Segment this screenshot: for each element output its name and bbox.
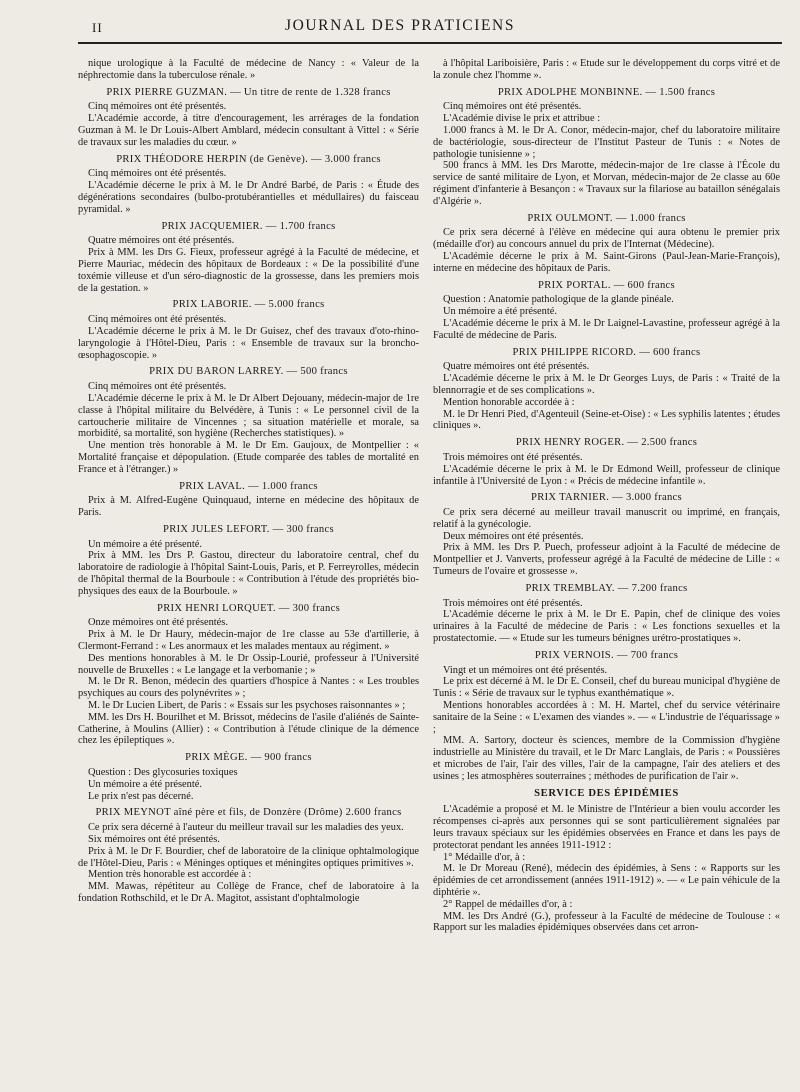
paragraph: MM. les Drs H. Bourilhet et M. Brissot, médecins de l'asile d'aliénés de Sainte-Catherine, à Moulins (Allier) : « Contribution à l'étude clinique de la démence chez les épileptiques ». xyxy=(78,711,419,747)
section-heading: SERVICE DES ÉPIDÉMIES xyxy=(534,787,679,799)
paragraph: M. le Dr Moreau (René), médecin des épidémies, à Sens : « Rapports sur les épidémies de cet arrondissement (années 1911-1912) ». — « Le pain véhicule de la diphtérie ». xyxy=(433,863,780,898)
paragraph: Quatre mémoires ont été présentés. xyxy=(88,235,235,247)
section-heading: PRIX MÈGE. — 900 francs xyxy=(185,752,312,764)
paragraph: Mentions honorables accordées à : M. H. Martel, chef du service vétérinaire sanitaire de la Seine : « L'examen des viandes ». — « L'industrie de l'équarissage » ; xyxy=(433,700,780,735)
paragraph: Onze mémoires ont été présentés. xyxy=(88,617,228,629)
section-heading: PRIX MEYNOT aîné père et fils, de Donzère (Drôme) 2.600 francs xyxy=(95,807,402,819)
section-heading: PRIX JACQUEMIER. — 1.700 francs xyxy=(161,220,336,232)
right-column xyxy=(433,58,780,1092)
paragraph: L'Académie décerne le prix à M. le Dr Georges Luys, de Paris : « Traité de la blennorragie et de ses complications ». xyxy=(433,373,780,396)
paragraph: Trois mémoires ont été présentés. xyxy=(443,597,583,609)
paragraph: Prix à M. le Dr F. Bourdier, chef de laboratoire de la clinique ophtalmologique de l'Hôtel-Dieu, Paris : « Méninges optiques et méningites optiques primitives ». xyxy=(78,845,419,869)
section-heading: PRIX LABORIE. — 5.000 francs xyxy=(172,299,325,311)
left-column xyxy=(78,58,419,1092)
section-heading: PRIX ADOLPHE MONBINNE. — 1.500 francs xyxy=(497,86,716,98)
paragraph: Quatre mémoires ont été présentés. xyxy=(443,361,590,373)
paragraph: nique urologique à la Faculté de médecine de Nancy : « Valeur de la néphrectomie dans la tuberculose rénale. » xyxy=(78,58,419,81)
page-header xyxy=(0,0,800,46)
paragraph: Ce prix sera décerné à l'auteur du meilleur travail sur les maladies des yeux. xyxy=(88,822,404,834)
paragraph: Ce prix sera décerné au meilleur travail manuscrit ou imprimé, en français, relatif à la gynécologie. xyxy=(433,507,780,530)
paragraph: Cinq mémoires ont été présentés. xyxy=(88,101,227,113)
section-heading: PRIX LAVAL. — 1.000 francs xyxy=(179,480,318,492)
section-heading: PRIX JULES LEFORT. — 300 francs xyxy=(163,523,334,535)
section-heading: PRIX HENRI LORQUET. — 300 francs xyxy=(157,602,340,614)
paragraph: Deux mémoires ont été présentés. xyxy=(443,530,584,542)
paragraph: Question : Anatomie pathologique de la glande pinéale. xyxy=(443,294,674,306)
paragraph: Le prix n'est pas décerné. xyxy=(88,790,194,802)
paragraph: M. le Dr Lucien Libert, de Paris : « Essais sur les psychoses raisonnantes » ; xyxy=(88,700,406,712)
section-heading: PRIX TARNIER. — 3.000 francs xyxy=(531,492,682,504)
paragraph: 500 francs à MM. les Drs Marotte, médecin-major de 1re classe à l'École du service de santé militaire de Lyon, et Morvan, médecin-major de 2e classe au 60e régiment d'infanterie à Besançon : « Travaux sur la filariose au bataillon sénégalais d'Algérie ». xyxy=(433,160,780,207)
section-heading: PRIX OULMONT. — 1.000 francs xyxy=(527,212,686,224)
paragraph: Un mémoire a été présenté. xyxy=(443,306,557,318)
paragraph: Un mémoire a été présenté. xyxy=(88,538,202,550)
page-number: II xyxy=(92,20,103,35)
paragraph: Prix à MM. les Drs P. Gastou, directeur du laboratoire central, chef du laboratoire de radiologie à l'hôpital Saint-Louis, Paris, et P. Ferreyrolles, médecin de l'hôpital thermal de la Bourboule : « Contribution à l'étude des propriétés bio-physiques des eaux de la Bourboule. » xyxy=(78,550,419,597)
paragraph: Des mentions honorables à M. le Dr Ossip-Lourié, professeur à l'Université nouvelle de Bruxelles : « Le langage et la verbomanie ; » xyxy=(78,652,419,676)
paragraph: 1.000 francs à M. le Dr A. Conor, médecin-major, chef du laboratoire militaire de bactériologie, sous-directeur de l'Institut Pasteur de Tunis : « Notes de pathologie tunisienne » ; xyxy=(433,124,780,160)
paragraph: Le prix est décerné à M. le Dr E. Conseil, chef du bureau municipal d'hygiène de Tunis : « Série de travaux sur le typhus exanthématique ». xyxy=(433,676,780,700)
paragraph: MM. A. Sartory, docteur ès sciences, membre de la Commission d'hygiène industrielle au Ministère du travail, et le Dr Marc Langlais, de Paris : « Poussières et microbes de l'air, l'air des villes, l'air de la campagne, l'air des ateliers et des usines ; les atmosphères souterraines ; méthodes de purification de l'air ». xyxy=(433,735,780,782)
paragraph: L'Académie divise le prix et attribue : xyxy=(443,113,601,125)
paragraph: Mention très honorable est accordée à : xyxy=(88,869,252,881)
section-heading: PRIX PIERRE GUZMAN. — Un titre de rente de 1.328 francs xyxy=(106,86,391,98)
paragraph: 2° Rappel de médailles d'or, à : xyxy=(443,898,573,910)
paragraph: Une mention très honorable à M. le Dr Em. Gaujoux, de Montpellier : « Mortalité française et dépopulation. (Etude comparée des tables de mortalité en France et à l'étranger.) » xyxy=(78,440,419,475)
paragraph: M. le Dr R. Benon, médecin des quartiers d'hospice à Nantes : « Les troubles psychiques au cours des polynévrites » ; xyxy=(78,676,419,700)
paragraph: L'Académie décerne le prix à M. le Dr Albert Dejouany, médecin-major de 1re classe à l'hôpital militaire du Belvédère, à Tunis : « Le personnel civil de la cartoucherie militaire de Vincennes ; sa situation matérielle et morale, sa morbidité, sa mortalité, son hygiène (Recherches statistiques). » xyxy=(78,392,419,440)
paragraph: Prix à MM. les Drs P. Puech, professeur adjoint à la Faculté de médecine de Montpellier et J. Vanverts, professeur agrégé à la Faculté de médecine de Lille : « Tumeurs de l'ovaire et grossesse ». xyxy=(433,542,780,578)
paragraph: L'Académie décerne le prix à M. Saint-Girons (Paul-Jean-Marie-François), interne en médecine des hôpitaux de Paris. xyxy=(433,250,780,274)
paragraph: Cinq mémoires ont été présentés. xyxy=(88,381,227,393)
section-heading: PRIX VERNOIS. — 700 francs xyxy=(534,649,679,661)
section-heading: PRIX TREMBLAY. — 7.200 francs xyxy=(525,582,688,594)
paragraph: Prix à M. le Dr Haury, médecin-major de 1re classe au 53e d'artillerie, à Clermont-Ferrand : « Les anormaux et les malades mentaux au régiment. » xyxy=(78,629,419,653)
paragraph: L'Académie décerne le prix à M. le Dr Edmond Weill, professeur de clinique infantile à l'Université de Lyon : « Précis de médecine infantile ». xyxy=(433,463,780,487)
paragraph: Mention honorable accordée à : xyxy=(443,396,575,408)
section-heading: PRIX THÉODORE HERPIN (de Genève). — 3.000 francs xyxy=(116,153,381,165)
paragraph: Ce prix sera décerné à l'élève en médecine qui aura obtenu le premier prix (médaille d'or) au concours annuel du prix de l'Internat (Médecine). xyxy=(433,227,780,251)
paragraph: L'Académie décerne le prix à M. le Dr E. Papin, chef de clinique des voies urinaires à la Faculté de médecine de Paris : « Les fonctions sexuelles et la prostatectomie. — « Etude sur les tumeurs bénignes urétro-prostatiques ». xyxy=(433,609,780,645)
paragraph: MM. Mawas, répétiteur au Collège de France, chef de laboratoire à la fondation Rothschild, et le Dr A. Magitot, assistant d'ophtalmologie xyxy=(78,881,419,904)
section-heading: PRIX PORTAL. — 600 francs xyxy=(538,279,675,291)
section-heading: PRIX DU BARON LARREY. — 500 francs xyxy=(149,366,348,378)
paragraph: M. le Dr Henri Pied, d'Agenteuil (Seine-et-Oise) : « Les syphilis latentes ; études cliniques ». xyxy=(433,408,780,432)
paragraph: L'Académie décerne le prix à M. le Dr Laignel-Lavastine, professeur agrégé à la Faculté de médecine de Paris. xyxy=(433,317,780,341)
paragraph: Prix à M. Alfred-Eugène Quinquaud, interne en médecine des hôpitaux de Paris. xyxy=(78,495,419,519)
paragraph: à l'hôpital Lariboisière, Paris : « Etude sur le développement du corps vitré et de la zonule chez l'homme ». xyxy=(433,58,780,81)
paragraph: Prix à MM. les Drs G. Fieux, professeur agrégé à la Faculté de médecine, et Pierre Mauriac, médecin des hôpitaux de Bordeaux : « De la possibilité d'une toxémie villeuse et d'un séro-diagnostic de la grossesse, dans les premiers mois de la gestation. » xyxy=(78,247,419,294)
paragraph: Vingt et un mémoires ont été présentés. xyxy=(443,664,608,676)
paragraph: Cinq mémoires ont été présentés. xyxy=(443,101,582,113)
paragraph: Cinq mémoires ont été présentés. xyxy=(88,314,227,326)
paragraph: L'Académie décerne le prix à M. le Dr André Barbé, de Paris : « Étude des dégénérations secondaires (bulbo-protubérantielles et médullaires) du faisceau pyramidal. » xyxy=(78,180,419,215)
section-heading: PRIX PHILIPPE RICORD. — 600 francs xyxy=(512,346,701,358)
paragraph: L'Académie décerne le prix à M. le Dr Guisez, chef des travaux d'oto-rhino-laryngologie à l'Hôtel-Dieu, Paris : « Ensemble de travaux sur la broncho-œsophagoscopie. » xyxy=(78,325,419,361)
paragraph: Trois mémoires ont été présentés. xyxy=(443,451,583,463)
header-rule xyxy=(78,42,782,44)
paragraph: L'Académie accorde, à titre d'encouragement, les arrérages de la fondation Guzman à M. le Dr Louis-Albert Amblard, médecin consultant à Vittel : « Série de travaux sur les maladies du cœur. » xyxy=(78,113,419,148)
paragraph: L'Académie a proposé et M. le Ministre de l'Intérieur a bien voulu accorder les récompenses ci-après aux personnes qui se sont particulièrement signalées par leurs travaux spéciaux sur les épidémies observées en France et dans les pays de protectorat pendant les années 1911-1912 : xyxy=(433,804,780,851)
paragraph: Un mémoire a été présenté. xyxy=(88,778,202,790)
section-heading: PRIX HENRY ROGER. — 2.500 francs xyxy=(515,437,698,449)
paragraph: Question : Des glycosuries toxiques xyxy=(88,767,238,779)
paragraph: Six mémoires ont été présentés. xyxy=(88,834,220,846)
paragraph: MM. les Drs André (G.), professeur à la Faculté de médecine de Toulouse : « Rapport sur les maladies épidémiques observées dans cet arron- xyxy=(433,910,780,934)
paragraph: Cinq mémoires ont été présentés. xyxy=(88,168,227,180)
journal-title: JOURNAL DES PRATICIENS xyxy=(284,17,516,34)
paragraph: 1° Médaille d'or, à : xyxy=(443,851,526,863)
